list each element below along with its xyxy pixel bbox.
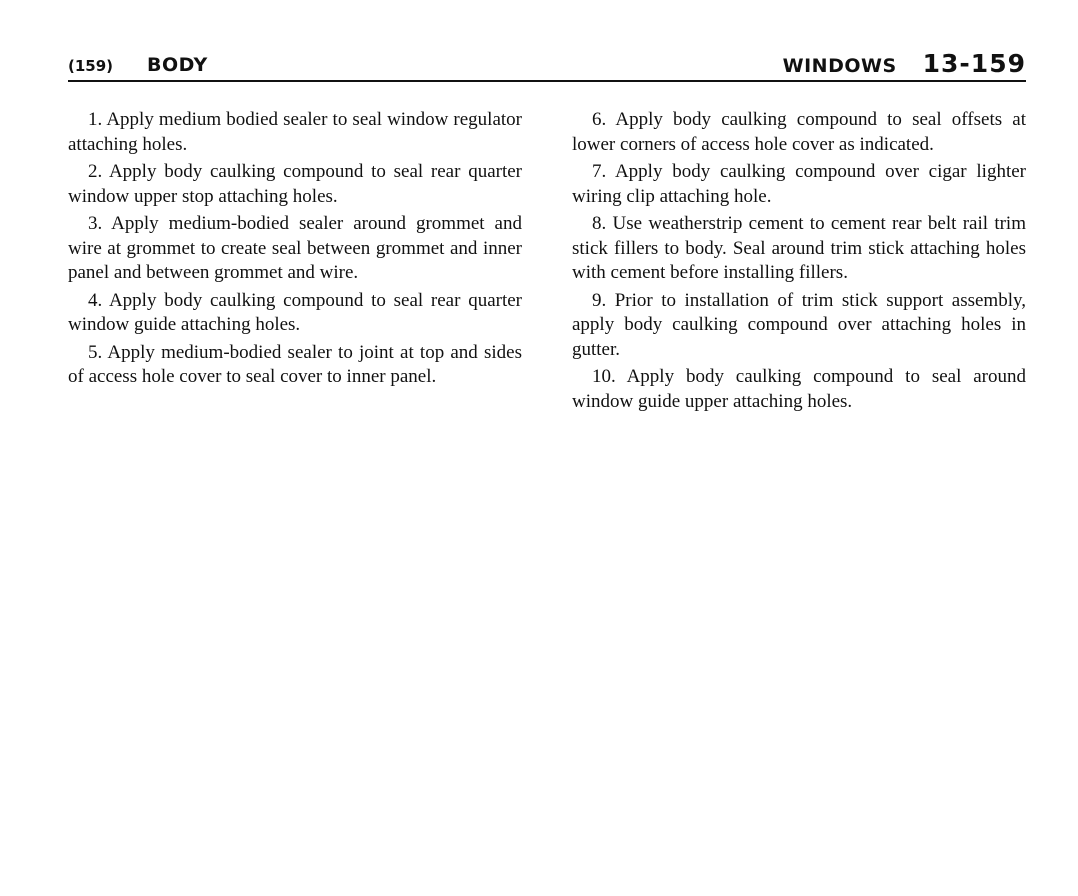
header-right — [783, 49, 1026, 78]
page-number: 13-159 — [922, 49, 1026, 78]
instruction-item: 2. Apply body caulking compound to seal rear quarter window upper stop attaching holes. — [68, 161, 522, 207]
section-title: BODY — [147, 54, 208, 76]
instruction-item: 4. Apply body caulking compound to seal rear quarter window guide attaching holes. — [68, 289, 522, 335]
instruction-item: 7. Apply body caulking compound over cigar lighter wiring clip attaching hole. — [572, 161, 1026, 207]
instruction-item: 5. Apply medium-bodied sealer to joint at top and sides of access hole cover to seal cover to inner panel. — [68, 341, 522, 387]
instruction-item: 1. Apply medium bodied sealer to seal window regulator attaching holes. — [68, 109, 522, 155]
page-header — [68, 48, 1026, 82]
right-column — [572, 108, 1026, 417]
instruction-item: 8. Use weatherstrip cement to cement rear belt rail trim stick fillers to body. Seal around trim stick attaching holes with cement before installing fillers. — [572, 213, 1026, 283]
instruction-item: 6. Apply body caulking compound to seal offsets at lower corners of access hole cover as indicated. — [572, 109, 1026, 155]
instruction-item: 9. Prior to installation of trim stick support assembly, apply body caulking compound over attaching holes in gutter. — [572, 289, 1026, 360]
instruction-item: 10. Apply body caulking compound to seal around window guide upper attaching holes. — [572, 366, 1026, 412]
instruction-item: 3. Apply medium-bodied sealer around grommet and wire at grommet to create seal between grommet and inner panel and between grommet and wire. — [68, 213, 522, 283]
left-column — [68, 108, 522, 393]
page-number-paren: (159) — [68, 57, 114, 75]
chapter-title: WINDOWS — [782, 55, 897, 77]
header-left — [68, 54, 208, 76]
